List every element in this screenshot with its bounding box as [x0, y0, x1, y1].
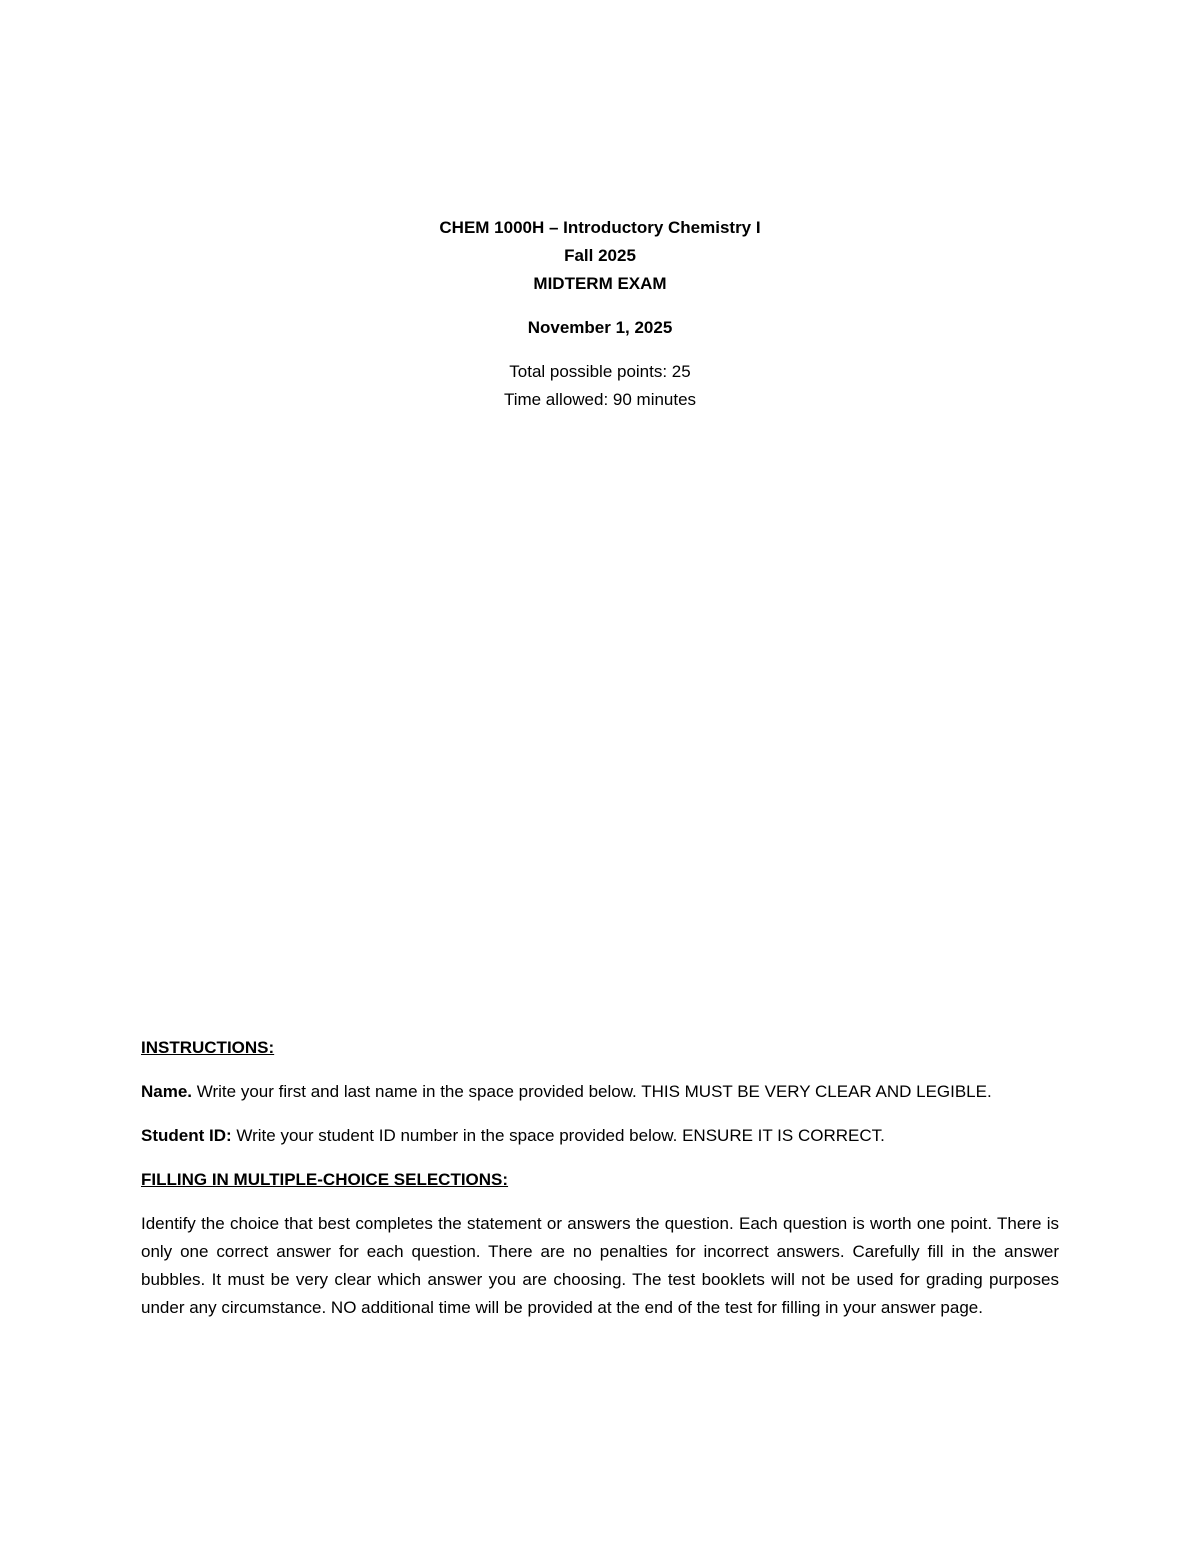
student-id-instruction [141, 1122, 1059, 1150]
time-allowed: Time allowed: 90 minutes [503, 390, 697, 409]
student-id-label: Student ID: [141, 1126, 232, 1145]
name-instruction-text: Write your first and last name in the space provided below. THIS MUST BE VERY CLEAR AND LEGIBLE. [192, 1082, 992, 1101]
term: Fall 2025 [564, 246, 636, 265]
multiple-choice-heading: FILLING IN MULTIPLE-CHOICE SELECTIONS: [141, 1170, 509, 1189]
multiple-choice-instruction: Identify the choice that best completes the statement or answers the question. Each question is worth one point. There is only one correct answer for each question. There are no penalties for incorrect answers. Carefully fill in the answer bubbles. It must be very clear which answer you are choosing. The test booklets will not be used for grading purposes under any circumstance. NO additional time will be provided at the end of the test for filling in your answer page. [141, 1214, 1059, 1317]
name-label: Name. [141, 1082, 193, 1101]
name-instruction [141, 1078, 1059, 1106]
exam-title: MIDTERM EXAM [533, 274, 667, 293]
total-points: Total possible points: 25 [509, 362, 691, 381]
student-id-instruction-text: Write your student ID number in the space provided below. ENSURE IT IS CORRECT. [231, 1126, 885, 1145]
exam-date: November 1, 2025 [527, 318, 673, 337]
instructions-heading: INSTRUCTIONS: [141, 1038, 275, 1057]
course-title: CHEM 1000H – Introductory Chemistry I [439, 218, 761, 237]
instructions-section [141, 1034, 1059, 1322]
exam-header [0, 214, 1200, 414]
